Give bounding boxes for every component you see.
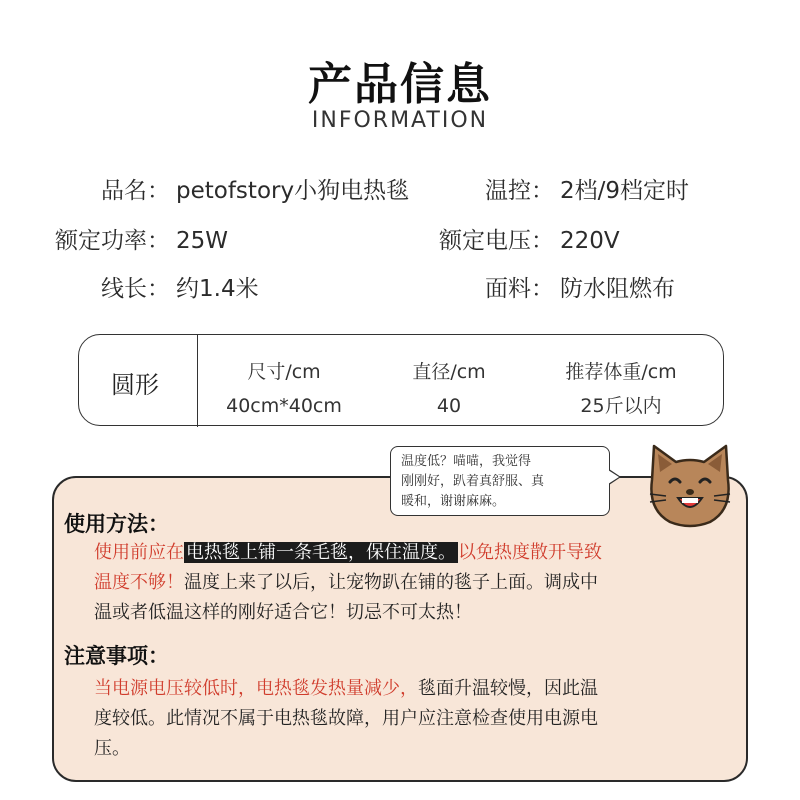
spec-label: 温控： bbox=[485, 178, 554, 204]
spec-rated-power bbox=[0, 222, 228, 255]
page-title: 产品信息 bbox=[308, 59, 492, 110]
usage-normal-text: 温度上来了以后，让宠物趴在铺的毯子上面。调成中 bbox=[184, 572, 598, 593]
usage-highlight-text: 电热毯上铺一条毛毯，保住温度。 bbox=[186, 542, 456, 563]
spec-label: 品名： bbox=[101, 178, 170, 204]
speech-line: 暖和，谢谢麻麻。 bbox=[401, 494, 506, 509]
notice-text bbox=[94, 674, 734, 764]
spec-value: 220V bbox=[560, 228, 620, 254]
page-subtitle: INFORMATION bbox=[311, 108, 489, 133]
spec-name bbox=[0, 172, 409, 205]
usage-red-text: 温度不够！ bbox=[94, 572, 184, 593]
speech-bubble bbox=[390, 446, 610, 516]
spec-label: 额定功率： bbox=[55, 228, 170, 254]
usage-normal-text: 温或者低温这样的刚好适合它！切忌不可太热！ bbox=[94, 602, 472, 623]
usage-line bbox=[94, 538, 734, 568]
usage-line bbox=[94, 568, 734, 598]
spec-label: 线长： bbox=[101, 276, 170, 302]
size-column bbox=[539, 355, 703, 423]
size-column bbox=[379, 355, 519, 423]
spec-value: petofstory小狗电热毯 bbox=[176, 178, 410, 204]
notice-normal-text: 毯面升温较慢，因此温 bbox=[418, 678, 598, 699]
usage-red-text: 以免热度散开导致 bbox=[458, 542, 602, 563]
spec-label: 额定电压： bbox=[439, 228, 554, 254]
speech-line: 温度低？喵喵，我觉得 bbox=[401, 454, 532, 469]
usage-heading: 使用方法： bbox=[64, 512, 169, 536]
size-column-header: 尺寸/cm bbox=[247, 361, 321, 383]
spec-value: 2档/9档定时 bbox=[560, 178, 690, 204]
spec-label: 面料： bbox=[485, 276, 554, 302]
spec-rated-voltage bbox=[424, 222, 620, 255]
divider bbox=[197, 335, 198, 427]
size-column-header: 推荐体重/cm bbox=[565, 361, 677, 383]
spec-cable-length bbox=[0, 270, 259, 303]
size-column-value: 40 bbox=[436, 395, 462, 417]
spec-value: 约1.4米 bbox=[176, 276, 259, 302]
spec-value: 防水阻燃布 bbox=[560, 276, 675, 302]
notice-line bbox=[94, 734, 734, 764]
notice-line bbox=[94, 704, 734, 734]
usage-text bbox=[94, 538, 734, 628]
size-table bbox=[78, 334, 724, 426]
usage-red-text: 使用前应在 bbox=[94, 542, 184, 563]
size-column bbox=[209, 355, 359, 423]
size-shape-label: 圆形 bbox=[111, 371, 159, 399]
speech-line: 刚刚好，趴着真舒服、真 bbox=[401, 474, 545, 489]
size-column-header: 直径/cm bbox=[412, 361, 486, 383]
notice-red-text: 当电源电压较低时，电热毯发热量减少， bbox=[94, 678, 418, 699]
speech-tail-fill bbox=[608, 470, 619, 484]
cat-face-icon bbox=[640, 440, 740, 530]
notice-normal-text: 压。 bbox=[94, 738, 130, 759]
notice-line bbox=[94, 674, 734, 704]
spec-fabric bbox=[424, 270, 675, 303]
spec-value: 25W bbox=[176, 228, 229, 254]
usage-line bbox=[94, 598, 734, 628]
notice-normal-text: 度较低。此情况不属于电热毯故障，用户应注意检查使用电源电 bbox=[94, 708, 598, 729]
spec-temp-control bbox=[424, 172, 689, 205]
size-column-value: 25斤以内 bbox=[580, 395, 662, 417]
notice-heading: 注意事项： bbox=[64, 644, 169, 668]
size-column-value: 40cm*40cm bbox=[226, 395, 342, 417]
